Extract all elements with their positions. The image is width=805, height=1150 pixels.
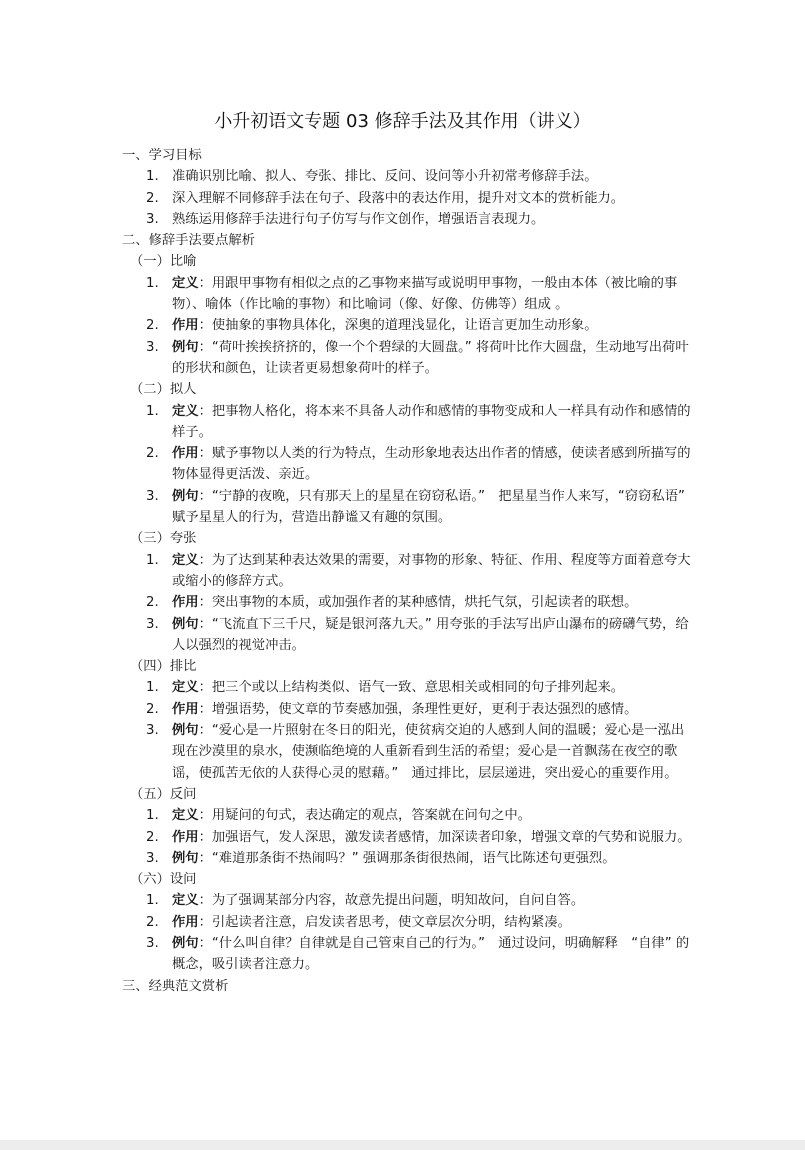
item-text: 熟练运用修辞手法进行句子仿写与作文创作，增强语言表现力。 [172, 211, 545, 227]
item-text: ：“什么叫自律？自律就是自己管束自己的行为。” 通过设问，明确解释 “自律” 的概念，吸引读者注意力。 [172, 935, 690, 973]
item-number: 3. [146, 850, 159, 866]
item-text: ：用疑问的句式，表达确定的观点，答案就在问句之中。 [198, 808, 532, 824]
item-keyword: 作用 [172, 914, 199, 930]
subsection-heading: （六）设问 [130, 872, 197, 888]
item-text: ：赋予事物以人类的行为特点，生动形象地表达出作者的情感，使读者感到所描写的物体显得更活泼、亲近。 [172, 446, 691, 483]
item-number: 2. [146, 595, 159, 611]
item-keyword: 定义 [172, 808, 199, 824]
item-number: 3. [146, 211, 159, 227]
numbered-list [122, 401, 692, 529]
item-text: ：把事物人格化，将本来不具备人动作和感情的事物变成和人一样具有动作和感情的样子。 [172, 403, 691, 440]
item-number: 3. [146, 723, 159, 739]
item-number: 2. [146, 701, 159, 717]
item-number: 2. [146, 318, 159, 334]
item-text: ：“飞流直下三千尺，疑是银河落九天。” 用夸张的手法写出庐山瀑布的磅礴气势，给人以强烈的视觉冲击。 [172, 616, 689, 653]
item-text: ：“难道那条街不热闹吗？” 强调那条街很热闹，语气比陈述句更强烈。 [198, 850, 616, 866]
item-keyword: 例句 [172, 850, 199, 866]
list-item [122, 315, 692, 336]
item-keyword: 作用 [172, 829, 199, 845]
list-item [122, 805, 692, 826]
numbered-list [122, 550, 692, 656]
item-keyword: 例句 [172, 935, 199, 951]
item-keyword: 作用 [172, 701, 199, 717]
list-item [122, 401, 692, 444]
item-text: ：突出事物的本质，或加强作者的某种感情，烘托气氛，引起读者的联想。 [198, 595, 638, 611]
subsection-heading: （四）排比 [130, 659, 197, 675]
item-keyword: 作用 [172, 595, 199, 611]
subsection-heading: （五）反问 [130, 786, 197, 802]
list-item [122, 486, 692, 529]
item-keyword: 作用 [172, 318, 199, 334]
item-text: ：引起读者注意，启发读者思考，使文章层次分明，结构紧凑。 [198, 914, 571, 930]
list-item [122, 273, 692, 316]
list-item [122, 209, 692, 230]
list-item [122, 337, 692, 380]
list-item [122, 166, 692, 187]
item-number: 1. [146, 169, 159, 185]
list-item [122, 677, 692, 698]
subsection-heading: （二）拟人 [130, 382, 197, 398]
document-body [122, 145, 692, 997]
item-number: 1. [146, 808, 159, 824]
subsection-heading: （一）比喻 [130, 254, 197, 270]
item-number: 2. [146, 190, 159, 206]
item-keyword: 定义 [172, 893, 199, 909]
list-item [122, 614, 692, 657]
numbered-list [122, 166, 692, 230]
item-keyword: 例句 [172, 616, 199, 632]
item-number: 1. [146, 403, 159, 419]
item-text: ：加强语气，发人深思，激发读者感情，加深读者印象，增强文章的气势和说服力。 [198, 829, 691, 845]
item-text: ：使抽象的事物具体化，深奥的道理浅显化，让语言更加生动形象。 [198, 318, 598, 334]
item-keyword: 定义 [172, 680, 199, 696]
list-item [122, 550, 692, 593]
numbered-list [122, 273, 692, 379]
list-item [122, 827, 692, 848]
list-item [122, 890, 692, 911]
list-item [122, 443, 692, 486]
item-text: ：“爱心是一片照射在冬日的阳光，使贫病交迫的人感到人间的温暖；爱心是一泓出现在沙漠里的泉水，使濒临绝境的人重新看到生活的希望；爱心是一首飘荡在夜空的歌谣，使孤苦无依的人获得心灵的慰藉。” 通过排比，层层递进，突出爱心的重要作用。 [172, 723, 685, 781]
list-item [122, 912, 692, 933]
item-keyword: 作用 [172, 446, 199, 462]
item-keyword: 定义 [172, 552, 199, 568]
list-item [122, 933, 692, 976]
list-item [122, 592, 692, 613]
item-number: 1. [146, 275, 159, 291]
item-number: 2. [146, 446, 159, 462]
list-item [122, 848, 692, 869]
document-title: 小升初语文专题 03 修辞手法及其作用（讲义） [214, 111, 591, 132]
item-number: 1. [146, 680, 159, 696]
item-text: ：“荷叶挨挨挤挤的，像一个个碧绿的大圆盘。” 将荷叶比作大圆盘，生动地写出荷叶的形状和颜色，让读者更易想象荷叶的样子。 [172, 339, 689, 376]
item-keyword: 定义 [172, 275, 199, 291]
numbered-list [122, 677, 692, 783]
item-text: ：把三个或以上结构类似、语气一致、意思相关或相同的句子排列起来。 [198, 680, 625, 696]
numbered-list [122, 890, 692, 975]
item-text: ：用跟甲事物有相似之点的乙事物来描写或说明甲事物，一般由本体（被比喻的事物）、喻体（作比喻的事物）和比喻词（像、好像、仿佛等）组成 。 [172, 275, 678, 313]
section-heading: 二、修辞手法要点解析 [122, 233, 255, 249]
item-number: 1. [146, 552, 159, 568]
item-text: 深入理解不同修辞手法在句子、段落中的表达作用，提升对文本的赏析能力。 [172, 190, 625, 206]
item-number: 2. [146, 914, 159, 930]
item-keyword: 例句 [172, 723, 199, 739]
item-number: 1. [146, 893, 159, 909]
item-text: ：“宁静的夜晚，只有那天上的星星在窃窃私语。” 把星星当作人来写，“窃窃私语” 赋予星星人的行为，营造出静谧又有趣的氛围。 [172, 488, 685, 526]
list-item [122, 699, 692, 720]
item-number: 3. [146, 616, 159, 632]
item-text: 准确识别比喻、拟人、夸张、排比、反问、设问等小升初常考修辞手法。 [172, 169, 598, 185]
item-number: 3. [146, 339, 159, 355]
page-gap [0, 1140, 805, 1150]
section-heading: 一、学习目标 [122, 148, 202, 163]
item-text: ：为了达到某种表达效果的需要，对事物的形象、特征、作用、程度等方面着意夸大或缩小的修辞方式。 [172, 552, 691, 589]
item-keyword: 例句 [172, 488, 199, 504]
item-keyword: 例句 [172, 339, 199, 355]
numbered-list [122, 805, 692, 869]
subsection-heading: （三）夸张 [130, 531, 197, 547]
item-keyword: 定义 [172, 403, 199, 419]
list-item [122, 188, 692, 209]
item-number: 3. [146, 488, 159, 504]
item-text: ：增强语势，使文章的节奏感加强，条理性更好，更利于表达强烈的感情。 [198, 701, 638, 717]
item-number: 3. [146, 935, 159, 951]
section-heading: 三、经典范文赏析 [122, 978, 229, 994]
list-item [122, 720, 692, 784]
item-text: ：为了强调某部分内容，故意先提出问题，明知故问，自问自答。 [198, 893, 585, 909]
item-number: 2. [146, 829, 159, 845]
